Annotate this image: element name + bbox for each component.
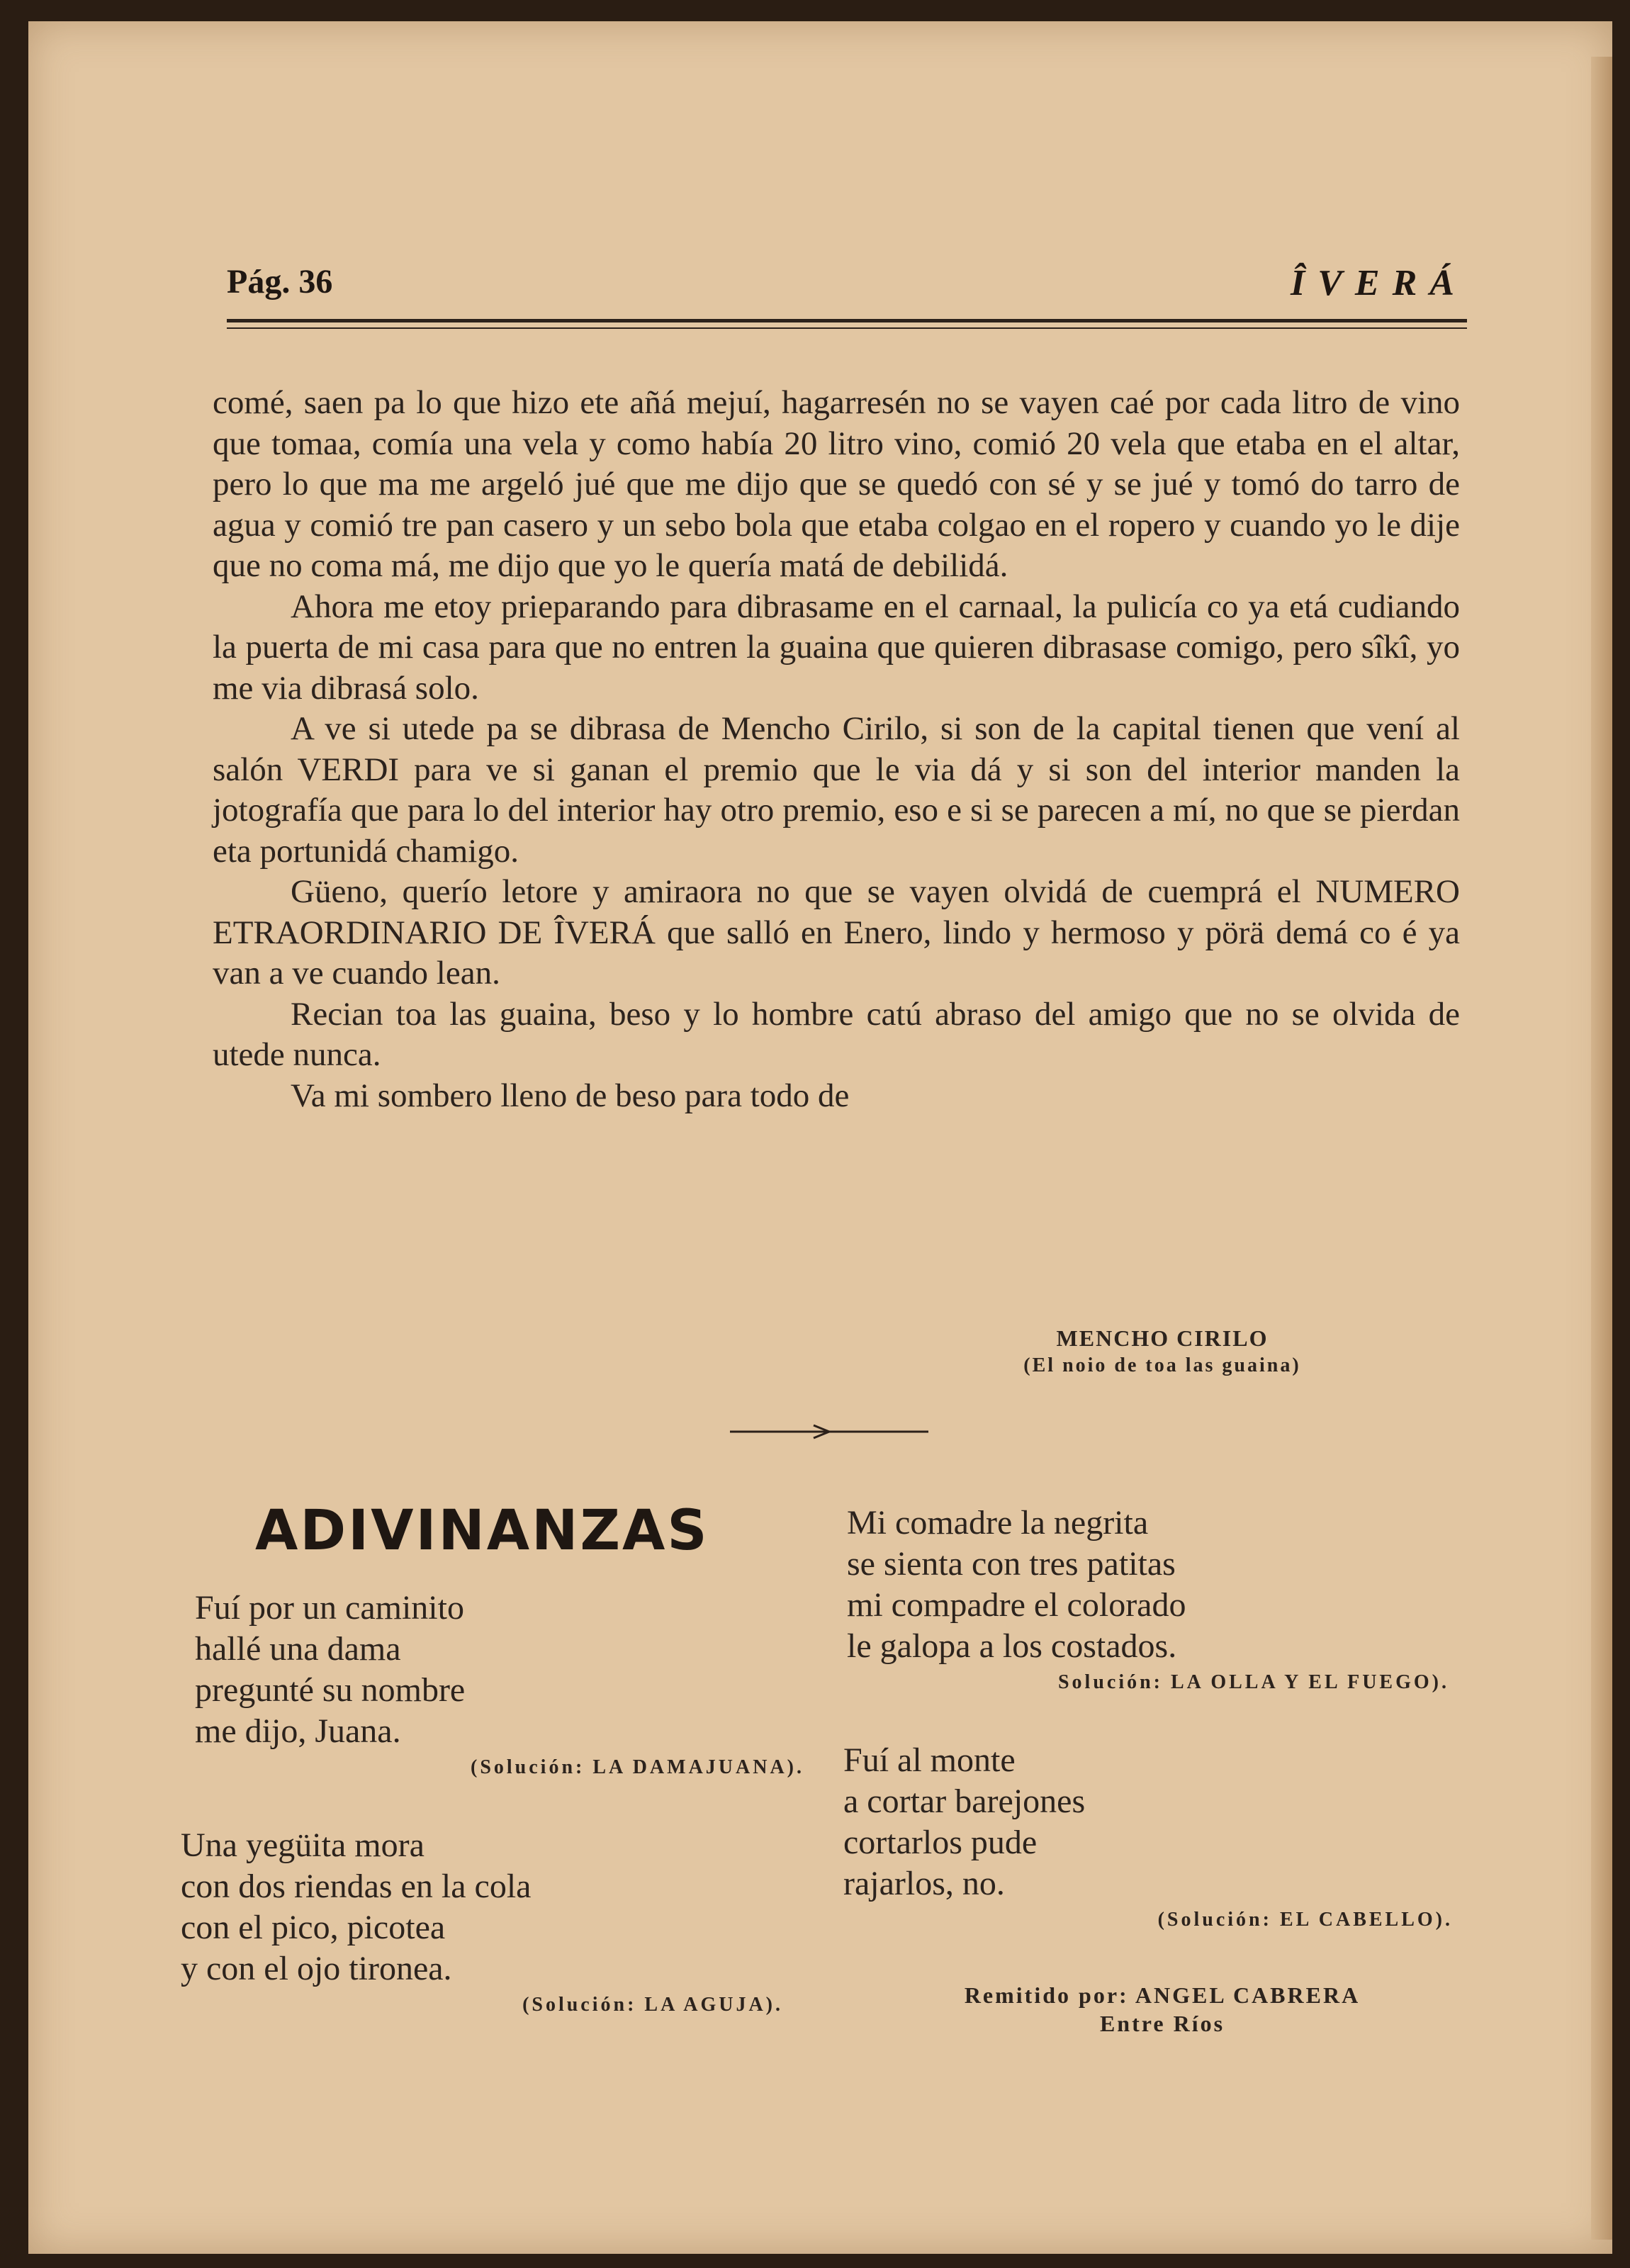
riddles-sender <box>907 1981 1417 2038</box>
riddles-title: ADIVINANZAS <box>255 1499 709 1563</box>
section-divider-ornament <box>730 1421 928 1442</box>
page-right-edge <box>1591 57 1612 2240</box>
riddle <box>181 1825 783 2016</box>
riddle-line: con el pico, picotea <box>181 1909 446 1946</box>
riddle <box>847 1503 1449 1694</box>
riddle <box>195 1588 804 1779</box>
sender-name: Remitido por: ANGEL CABRERA <box>964 1982 1361 2008</box>
riddle-line: se sienta con tres patitas <box>847 1545 1176 1583</box>
page-header <box>227 262 1467 312</box>
riddle-line: rajarlos, no. <box>843 1865 1005 1902</box>
riddle-line: hallé una dama <box>195 1630 401 1668</box>
riddle-line: Fuí por un caminito <box>195 1589 464 1627</box>
riddle-solution: Solución: LA OLLA Y EL FUEGO). <box>1057 1671 1449 1693</box>
riddle-line: pregunté su nombre <box>195 1671 466 1709</box>
riddle-solution: (Solución: LA AGUJA). <box>522 1994 783 2016</box>
article-paragraph: Va mi sombero lleno de beso para todo de <box>291 1077 850 1114</box>
riddle <box>843 1740 1453 1931</box>
header-rule-thick <box>227 319 1467 322</box>
riddle-solution: (Solución: LA DAMAJUANA). <box>471 1756 804 1778</box>
riddle-line: Mi comadre la negrita <box>847 1504 1149 1542</box>
article-paragraph: comé, saen pa lo que hizo ete añá mejuí, hagarresén no se vayen caé por cada litro de vino que tomaa, comía una vela y como había 20 litro vino, comió 20 vela que etaba en el altar, pero lo que ma me argeló jué que me dijo que se quedó con sé y se jué y tomó do tarro de agua y comió tre pan casero y un sebo bola que etaba colgao en el ropero y cuando yo le dije que no coma má, me dijo que yo le quería matá de debilidá. <box>213 384 1460 584</box>
riddle-line: me dijo, Juana. <box>195 1712 401 1750</box>
riddle-line: Una yegüita mora <box>181 1826 425 1864</box>
article-paragraph: Recian toa las guaina, beso y lo hombre catú abraso del amigo que no se olvida de utede nunca. <box>213 995 1460 1073</box>
sender-place: Entre Ríos <box>1099 2011 1225 2036</box>
riddle-solution: (Solución: EL CABELLO). <box>1157 1909 1453 1931</box>
riddle-line: le galopa a los costados. <box>847 1627 1177 1665</box>
article-paragraph: A ve si utede pa se dibrasa de Mencho Cirilo, si son de la capital tienen que vení al salón VERDI para ve si ganan el premio que le via dá y si son del interior manden la jotografía que para lo del interior hay otro premio, eso e si se parecen a mí, no que se pierdan eta portunidá chamigo. <box>213 710 1460 870</box>
riddle-line: mi compadre el colorado <box>847 1586 1186 1624</box>
magazine-title: ÎVERÁ <box>1291 263 1467 303</box>
page-number: Pág. 36 <box>227 263 333 301</box>
signature-name: MENCHO CIRILO <box>1056 1325 1269 1351</box>
article-paragraph: Ahora me etoy prieparando para dibrasame en el carnaal, la pulicía co ya etá cudiando la puerta de mi casa para que no entren la guaina que quieren dibrasase comigo, pero sîkî, yo me via dibrasá solo. <box>213 588 1460 707</box>
riddle-line: cortarlos pude <box>843 1824 1038 1861</box>
riddle-line: y con el ojo tironea. <box>181 1950 452 1987</box>
header-rule-thin <box>227 327 1467 329</box>
article-body <box>213 383 1460 1116</box>
riddle-line: Fuí al monte <box>843 1741 1016 1779</box>
riddle-line: con dos riendas en la cola <box>181 1868 532 1905</box>
article-paragraph: Güeno, querío letore y amiraora no que se vayen olvidá de cuemprá el NUMERO ETRAORDINARIO DE ÎVERÁ que salló en Enero, lindo y hermoso y pörä demá co é ya van a ve cuando lean. <box>213 873 1460 992</box>
article-signature <box>950 1325 1375 1377</box>
riddle-line: a cortar barejones <box>843 1783 1086 1820</box>
signature-nickname: (El noio de toa las guaina) <box>1023 1354 1301 1376</box>
